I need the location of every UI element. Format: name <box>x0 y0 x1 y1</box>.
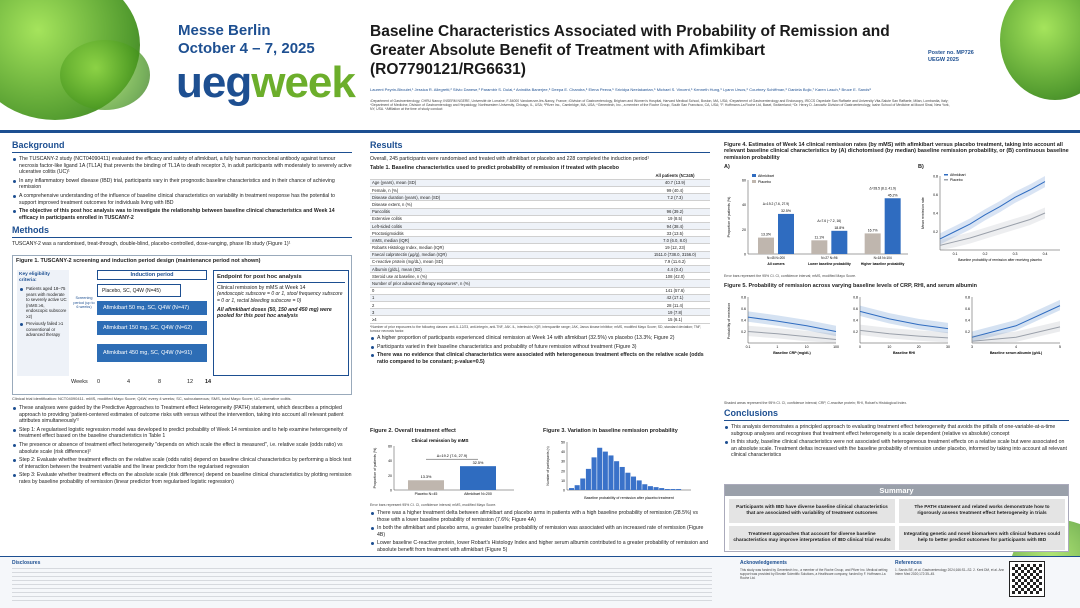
figure-2-chart <box>370 436 530 502</box>
poster-number: Poster no. MP726 UEGW 2025 <box>928 50 974 63</box>
table-row <box>370 316 710 323</box>
divider <box>724 420 1069 421</box>
eligibility-box <box>17 270 69 376</box>
background-bullet: The objective of this post hoc analysis was to investigate the relationship between baseline clinical characteristics and Week 14 efficacy in participants enrolled in TUSCANY-2 <box>12 208 352 221</box>
table-cell: 0 <box>370 287 640 294</box>
acknowledgements-heading: Acknowledgements <box>740 560 787 566</box>
x-tick-label: 100 <box>833 345 839 349</box>
figure-2-title: Figure 2. Overall treatment effect <box>370 428 456 434</box>
table-row <box>370 266 710 273</box>
table-cell: 42 (17.1) <box>640 294 710 301</box>
table-row <box>370 301 710 308</box>
table-cell: Pancolitis <box>370 208 640 215</box>
legend-label: Placebo <box>758 180 771 184</box>
data-label: 32.5% <box>472 461 484 466</box>
histogram-bar <box>614 461 619 490</box>
histogram-bar <box>569 488 574 490</box>
x-tick-label: 0.1 <box>952 252 958 256</box>
bar <box>778 214 794 254</box>
methods-intro: TUSCANY-2 was a randomised, treat-through, double-blind, placebo-controlled, dose-ranging, phase IIb study (Figure 1)¹ <box>12 241 291 248</box>
legend-swatch <box>944 179 948 181</box>
y-tick-label: 20 <box>742 227 746 232</box>
affiliations: ¹Department of Gastroenterology, CHRU Nancy; INSERM NGERE, Université de Lorraine, F-54000 Vandoeuvre-lès-Nancy, France; ²Division of Gastroenterology, Brigham and Women's Hospital, Harvard Medical School, Boston, MA, USA; ³Department of Gastroenterology and Endoscopy, IRCCS Ospedale San Raffaele and University Vita-Salute San Raffaele, Milan, Lombardia, Italy; ⁴Department of Medicine, Division of Gastroenterology and Hepatology, Northwestern University, Chicago, IL, USA; ⁵Pfizer Inc., Cambridge, MA, USA; ⁶Genentech, Inc., a member of the Roche Group, South San Francisco, CA, USA; ⁷F. Hoffmann-La Roche Ltd, Basel, Switzerland; ⁸Dr. Henry D. Janowitz Division of Gastroenterology, Icahn School of Medicine at Mount Sinai, New York, NY, USA. *Affiliation at the time of study conduct <box>370 99 950 111</box>
summary-item: Treatment approaches that account for diverse baseline characteristics may improve interpretation of IBD clinical trial results <box>729 526 895 550</box>
table-row <box>370 244 710 251</box>
conference-city: Messe Berlin <box>178 22 271 39</box>
x-axis-label: Baseline probability of remission after receiving placebo <box>958 258 1042 262</box>
conclusion-bullet: This analysis demonstrates a principled approach to evaluating treatment effect heterogeneity that avoids the pitfalls of one-variable-at-a-time subgroup analyses and recognises that treatment effect heterogeneity is a scale dependent (relative vs absolute) concept <box>724 424 1069 437</box>
table-row <box>370 280 710 287</box>
bar <box>885 198 901 254</box>
disclosures-heading: Disclosures <box>12 560 41 566</box>
summary-title: Summary <box>725 485 1068 496</box>
y-tick-label: 10 <box>561 478 565 483</box>
results-bullet: Participants varied in their baseline characteristics and probability of future remission without treatment (Figure 3) <box>370 344 710 351</box>
figure-4b-chart <box>918 170 1068 274</box>
y-axis-label: Proportion of patients (%) <box>373 447 377 489</box>
results-bullet: There was a higher treatment delta between afimkibart and placebo arms in patients with a high baseline probability of remission (28.5%) vs those with a lower baseline probability of remission (7.6%; Figure 4A) <box>370 510 710 523</box>
x-axis-label: Baseline serum albumin (g/dL) <box>989 351 1043 355</box>
eligibility-title: Key eligibility criteria: <box>19 272 50 283</box>
week-tick: 8 <box>158 379 162 385</box>
table-cell: Disease duration (years), mean (SD) <box>370 194 640 201</box>
table-row <box>370 208 710 215</box>
y-tick-label: 0.4 <box>933 211 938 216</box>
histogram-bar <box>620 467 625 490</box>
x-tick-label: All comers <box>767 262 785 266</box>
y-tick-label: 0.8 <box>965 295 970 300</box>
eligibility-item: Previously failed ≥1 conventional or advanced therapy <box>19 321 67 338</box>
results-section <box>370 140 710 367</box>
table-row <box>370 294 710 301</box>
figure-4-title: Figure 4. Estimates of Week 14 clinical remission rates (by mMS) with afimkibart versus placebo treatment, taking into account all relevant baseline clinical characteristics by (A) dichotomised (by median) baseline remission probability, or (B) continuous baseline remission probability <box>724 142 1069 161</box>
y-tick-label: 0.8 <box>933 174 938 179</box>
results-bullets-2 <box>370 510 710 556</box>
data-label: 18.8% <box>834 225 845 230</box>
figure-5-title: Figure 5. Probability of remission across varying baseline levels of CRP, RHI, and serum albumin <box>724 283 977 289</box>
table-1-title: Table 1. Baseline characteristics used to predict probability of remission if treated with placebo <box>370 164 619 171</box>
histogram-bar <box>580 478 585 490</box>
week-tick: 14 <box>205 379 212 385</box>
legend-swatch <box>944 174 948 176</box>
results-bullet: There was no evidence that clinical characteristics were associated with heterogeneous treatment effects on the relative scale (odds ratio compared to be constant; p-value=0.5) <box>370 352 710 365</box>
y-tick-label: 0.8 <box>853 295 858 300</box>
y-tick-label: 50 <box>561 440 565 445</box>
results-bullet: In both the afimkibart and placebo arms, a greater baseline probability of remission was associated with an increased rate of remission (Figure 4B) <box>370 525 710 538</box>
divider <box>370 152 710 153</box>
y-tick-label: 0.2 <box>741 330 746 334</box>
figure-4-panel-b: B) <box>918 164 924 170</box>
table-cell: C-reactive protein (mg/dL), mean (SD) <box>370 258 640 265</box>
legend-swatch <box>752 174 756 177</box>
y-tick-label: 20 <box>388 473 392 478</box>
histogram-bar <box>603 452 608 490</box>
histogram-bar <box>670 489 675 490</box>
arm-50mg: Afimkibart 50 mg, SC, Q4W (N=47) <box>97 301 207 315</box>
table-cell: 40.7 (13.9) <box>640 179 710 186</box>
table-cell: Extensive colitis <box>370 215 640 222</box>
histogram-bar <box>592 457 597 490</box>
results-intro: Overall, 245 participants were randomised and treated with afimkibart or placebo and 228 completed the induction period¹ <box>370 156 650 162</box>
histogram-bar <box>586 469 591 490</box>
y-tick-label: 0.2 <box>853 330 858 334</box>
table-row <box>370 251 710 258</box>
histogram-bar <box>631 477 636 490</box>
disclosures-text <box>12 568 712 602</box>
methods-bullet: The presence or absence of treatment effect heterogeneity "depends on which scale the effect is measured", i.e. relative scale (odds ratio) vs absolute scale (risk difference)² <box>12 442 352 455</box>
figure-3-chart <box>543 436 703 502</box>
histogram-bar <box>648 486 653 490</box>
table-cell: 28 (11.4) <box>640 301 710 308</box>
methods-bullet: Step 3: Evaluate whether treatment effects on the absolute scale (risk difference) depend on baseline clinical characteristics by plotting remission rates by baseline probability of remission (linear predictor from regularised logistic regression) <box>12 472 352 485</box>
x-tick-label: 10 <box>804 345 809 349</box>
table-row <box>370 186 710 193</box>
x-tick-label: 0.3 <box>1012 252 1018 256</box>
x-tick-label: Afimkibart N=200 <box>464 492 492 496</box>
y-tick-label: 0.2 <box>933 230 938 234</box>
table-1 <box>370 173 710 324</box>
table-cell: 19 (8.5) <box>640 215 710 222</box>
table-cell: Steroid use at baseline, n (%) <box>370 273 640 280</box>
data-label: 16.7% <box>867 228 878 233</box>
x-tick-label: 5 <box>1059 345 1061 349</box>
ueg-week-logo: uegweek <box>176 58 355 107</box>
figure-4a-chart <box>724 170 914 274</box>
week-tick: 12 <box>187 379 194 385</box>
y-tick-label: 40 <box>561 450 565 455</box>
table-row <box>370 230 710 237</box>
arm-placebo: Placebo, SC, Q4W (N=45) <box>97 284 181 297</box>
summary-item: The PATH statement and related works demonstrate how to rigorously assess treatment effect heterogeneity in trials <box>899 499 1065 523</box>
y-tick-label: 40 <box>388 459 392 464</box>
x-n-label: N=45 N=200 <box>766 256 786 260</box>
x-tick-label: 0.1 <box>745 345 751 349</box>
table-cell: Female, n (%) <box>370 186 640 193</box>
x-tick-label: 0 <box>859 345 861 349</box>
table-cell: Albumin (g/dL), mean (SD) <box>370 266 640 273</box>
y-tick-label: 0.4 <box>965 318 970 323</box>
legend-label: Afimkibart <box>758 174 774 178</box>
figure-1 <box>12 255 352 395</box>
bar <box>460 466 496 490</box>
divider <box>12 152 352 153</box>
table-row <box>370 258 710 265</box>
chart-title: Clinical remission by mMS <box>411 438 469 443</box>
table-row <box>370 194 710 201</box>
endpoint-title: Endpoint for post hoc analysis <box>217 274 302 280</box>
x-axis-label: Baseline CRP (mg/dL) <box>773 351 811 355</box>
bar <box>831 231 847 254</box>
data-label: 45.2% <box>887 193 898 198</box>
table-cell: 19 (7.8) <box>640 309 710 316</box>
table-row <box>370 237 710 244</box>
figure-4-footnote: Error bars represent the 95% CI. CI, confidence interval; mMS, modified Mayo Score. <box>724 274 857 278</box>
bar <box>865 233 881 254</box>
y-tick-label: 0.6 <box>741 307 746 311</box>
table-cell: 96 (39.2) <box>640 208 710 215</box>
x-axis-label: Baseline probability of remission after placebo treatment <box>584 496 674 500</box>
table-cell: 15 (6.1) <box>640 316 710 323</box>
table-cell: Proctosigmoiditis <box>370 230 640 237</box>
table-cell: 7.2 (7.3) <box>640 194 710 201</box>
bar <box>758 238 774 254</box>
endpoint-text: Clinical remission by mMS at Week 14 <box>217 284 306 291</box>
table-row <box>370 273 710 280</box>
y-axis-label: Mean remission rate <box>921 197 925 229</box>
table-header-cell: All patients (N=245) <box>640 173 710 180</box>
annotation: Δ=28.5 (8.3, 41.9) <box>869 186 896 191</box>
figure-1-footnote: Clinical trial identification: NCT04090411. mMS, modified Mayo Score; Q4W, every 4 weeks; SC, subcutaneous; SMS, total Mayo Score; UC, ulcerative colitis. <box>12 396 292 401</box>
references-text: 1. Sands BE, et al. Gastroenterology 2024;166:S1–S2. 2. Kent DM, et al. Ann Intern Med 2020;172:35–45. <box>895 568 1005 576</box>
endpoint-note: All afimkibart doses (50, 150 and 450 mg) were pooled for this post hoc analysis <box>217 306 332 320</box>
table-cell: 141 (57.6) <box>640 287 710 294</box>
table-cell: 7.0 (6.0, 8.0) <box>640 237 710 244</box>
legend-swatch <box>752 180 756 183</box>
table-cell: 2 <box>370 301 640 308</box>
table-cell: 1 <box>370 294 640 301</box>
y-tick-label: 0 <box>563 488 565 493</box>
summary-item: Participants with IBD have diverse baseline clinical characteristics that are associated with variability of treatment outcomes <box>729 499 895 523</box>
references-heading: References <box>895 560 922 566</box>
arm-150mg: Afimkibart 150 mg, SC, Q4W (N=62) <box>97 321 207 335</box>
y-tick-label: 60 <box>388 444 392 449</box>
y-tick-label: 0.6 <box>965 307 970 311</box>
y-tick-label: 20 <box>561 469 565 474</box>
y-tick-label: 0.4 <box>853 318 858 323</box>
legend-label: Afimkibart <box>950 173 966 177</box>
endpoint-definition: (endoscopic subscore = 0 or 1, stool frequency subscore = 0 or 1, rectal bleeding subscore = 0) <box>217 291 343 304</box>
weeks-axis-label: Weeks <box>71 379 88 385</box>
background-bullet: A comprehensive understanding of the influence of baseline clinical characteristics on variability in treatment response has the potential to support improved treatment outcomes for individuals living with IBD <box>12 193 352 206</box>
conference-dates: October 4 – 7, 2025 <box>178 40 315 57</box>
results-bullet: A higher proportion of participants experienced clinical remission at Week 14 with afimkibart (32.5%) vs placebo (13.3%; Figure 2) <box>370 335 710 342</box>
histogram-bar <box>654 487 659 490</box>
y-axis-label: Number of participants (n) <box>546 446 550 486</box>
conclusions-heading: Conclusions <box>724 408 779 418</box>
results-heading: Results <box>370 140 403 150</box>
figure-1-title: Figure 1. TUSCANY-2 screening and induction period design (maintenance period not shown) <box>16 258 261 264</box>
x-tick-label: 0.4 <box>1042 252 1048 256</box>
histogram-bar <box>676 489 681 490</box>
table-cell: 3 <box>370 309 640 316</box>
annotation: Δ=19.2 (7.6, 27.9) <box>436 454 468 458</box>
histogram-bar <box>608 455 613 490</box>
x-tick-label: Placebo N=45 <box>414 492 438 496</box>
qr-code[interactable] <box>1010 562 1044 596</box>
histogram-bar <box>659 488 664 490</box>
table-cell: 33 (13.5) <box>640 230 710 237</box>
induction-period-label: Induction period <box>97 270 207 280</box>
arm-450mg: Afimkibart 450 mg, SC, Q4W (N=91) <box>97 344 207 362</box>
poster-title: Baseline Characteristics Associated with Probability of Remission and Greater Absolute Benefit of Treatment with Afimkibart (RO7790121/RG6631) <box>370 23 890 78</box>
acknowledgements-text: This study was funded by Genentech Inc., a member of the Roche Group, and Pfizer Inc. Medical writing support was provided by Elevate Scientific Solutions, a Healthcare company, funded by F. Hoffmann-La Roche Ltd. <box>740 568 888 580</box>
y-tick-label: 0 <box>744 252 746 257</box>
y-tick-label: 0.4 <box>741 318 746 323</box>
background-bullet: The TUSCANY-2 study (NCT04090411) evaluated the efficacy and safety of afimkibart, a fully human monoclonal antibody against tumour necrosis factor-like ligand 1A (TL1A) that prevents the binding of TL1A to death receptor 3, in adult participants with moderately to severely active ulcerative colitis (UC)¹ <box>12 156 352 176</box>
y-tick-label: 30 <box>561 459 565 464</box>
table-cell: 99 (40.4) <box>640 186 710 193</box>
x-tick-label: Higher baseline probability <box>860 262 905 266</box>
endpoint-box <box>213 270 349 376</box>
histogram-bar <box>665 489 670 490</box>
table-row <box>370 179 710 186</box>
y-axis-label: Proportion of patients (%) <box>727 196 731 238</box>
methods-steps <box>12 405 352 488</box>
x-tick-label: 30 <box>946 345 950 349</box>
figures-footnote: Error bars represent 95% CI. CI, confidence interval; mMS, modified Mayo Score. <box>370 503 497 507</box>
x-tick-label: 3 <box>971 345 973 349</box>
table-cell: Disease extent, n (%) <box>370 201 640 208</box>
figure-3-title: Figure 3. Variation in baseline remission probability <box>543 428 678 434</box>
x-tick-label: 4 <box>1015 345 1017 349</box>
table-cell <box>640 280 710 287</box>
bar <box>408 480 444 490</box>
data-label: 32.5% <box>781 208 791 213</box>
summary-box <box>724 484 1069 552</box>
methods-bullet: These analyses were guided by the Predictive Approaches to Treatment effect Heterogeneity (PATH) statement, which describes a principled approach to providing 'patient-centered estimates of outcome risks with versus without the intervention, taking into account all relevant patient attributes simultaneously'² <box>12 405 352 425</box>
table-cell: 108 (42.0) <box>640 273 710 280</box>
table-cell: 19 (12, 23) <box>640 244 710 251</box>
table-cell: Robarts Histology Index, median (IQR) <box>370 244 640 251</box>
screening-period: Screening period (up to 6 weeks) <box>73 296 95 310</box>
y-tick-label: 0 <box>390 488 392 493</box>
table-cell: 94 (38.4) <box>640 222 710 229</box>
methods-bullet: Step 2: Evaluate whether treatment effects on the relative scale (odds ratio) depend on baseline clinical characteristics by performing a block test of interaction between the treatment variable and the linear predictor from the regularised regression <box>12 457 352 470</box>
eligibility-item: Patients aged 18–75 years with moderate to severely active UC (mMS ≥6, endoscopic subscore ≥2) <box>19 286 67 319</box>
y-tick-label: 0.6 <box>933 193 938 197</box>
annotation: Δ=7.6 (−7.2, 16) <box>817 218 842 223</box>
table-cell: mMS, median (IQR) <box>370 237 640 244</box>
conclusion-bullet: In this study, baseline clinical characteristics were not associated with heterogeneous treatment effects on a relative scale but were associated on an absolute scale. Treatment deltas increased with the baseline probability of remission under placebo, informed by taking into account all relevant clinical characteristics <box>724 439 1069 459</box>
x-tick-label: 0.2 <box>982 252 988 256</box>
table-1-footnote: *Number of prior exposures to the following classes: anti-IL-12/23, anti-integrin, anti-TNF, JAK. IL, interleukin; IQR, interquartile range; JAK, Janus kinase inhibitor; mMS, modified Mayo Score; SD, standard deviation; TNF, tumour necrosis factor. <box>370 324 702 333</box>
bar <box>811 240 827 254</box>
x-n-label: N=27 N=96 <box>821 256 838 260</box>
table-cell: Faecal calprotectin (µg/g), median (IQR) <box>370 251 640 258</box>
table-cell: 4.4 (0.4) <box>640 266 710 273</box>
methods-bullet: Step 1: A regularised logistic regression model was developed to predict probability of Week 14 remission and to help examine heterogeneity of treatment effect based on the baseline characteristics in Table 1 <box>12 427 352 440</box>
results-bullet: Lower baseline C-reactive protein, lower Robart's Histology Index and higher serum albumin contributed to a greater probability of remission and absolute benefit from treatment with afimkibart (Figure 5) <box>370 540 710 553</box>
y-tick-label: 0.8 <box>741 295 746 300</box>
background-bullet: In any inflammatory bowel disease (IBD) trial, participants vary in their prognostic baseline characteristics and in their chance of achieving remission <box>12 178 352 191</box>
divider <box>12 237 352 238</box>
figure-5-chart <box>724 291 1069 355</box>
histogram-bar <box>597 448 602 490</box>
week-tick: 0 <box>97 379 101 385</box>
table-row <box>370 215 710 222</box>
divider <box>217 282 345 283</box>
table-cell: 1511.0 (738.0, 3156.0) <box>640 251 710 258</box>
x-tick-label: Lower baseline probability <box>807 262 851 266</box>
figure-5-footnote: Shaded areas represent the 95% CI. CI, confidence interval; CRP, C-reactive protein; RHI, Robart's Histological Index. <box>724 401 908 405</box>
table-cell: 7.9 (11.6.2) <box>640 258 710 265</box>
y-tick-label: 60 <box>742 178 746 183</box>
x-tick-label: 20 <box>916 345 921 349</box>
table-row <box>370 287 710 294</box>
x-tick-label: 10 <box>887 345 892 349</box>
histogram-bar <box>575 485 580 490</box>
table-cell <box>640 201 710 208</box>
figure-4-panel-a: A) <box>724 164 730 170</box>
data-label: 13.3% <box>761 232 771 237</box>
data-label: 11.1% <box>814 235 825 240</box>
week-tick: 4 <box>127 379 131 385</box>
y-tick-label: 0.2 <box>965 330 970 334</box>
background-heading: Background <box>12 140 65 150</box>
table-row <box>370 201 710 208</box>
table-cell: Number of prior advanced therapy exposures*, n (%) <box>370 280 640 287</box>
table-row <box>370 222 710 229</box>
methods-heading: Methods <box>12 225 49 236</box>
leaf-decoration <box>60 40 150 110</box>
x-n-label: N=18 N=104 <box>873 256 892 260</box>
table-cell: Age (years), mean (SD) <box>370 179 640 186</box>
x-axis-label: Baseline RHI <box>893 351 915 355</box>
x-tick-label: 1 <box>776 345 779 349</box>
background-section <box>12 140 352 248</box>
legend-label: Placebo <box>950 178 963 182</box>
data-label: 13.3% <box>420 475 432 480</box>
y-tick-label: 0.6 <box>853 307 858 311</box>
y-axis-label: Probability of remission <box>727 302 731 340</box>
table-cell: ≥4 <box>370 316 640 323</box>
y-tick-label: 40 <box>742 203 746 208</box>
table-header-cell <box>370 173 640 180</box>
histogram-bar <box>625 473 630 490</box>
histogram-bar <box>637 480 642 490</box>
summary-item: Integrating genetic and novel biomarkers with clinical features could help to better predict outcomes for participants with IBD <box>899 526 1065 550</box>
table-cell: Left-sided colitis <box>370 222 640 229</box>
author-list: Laurent Peyrin-Biroulet,¹ Jessica R. Allegretti,² Silvio Danese,³ Parambir S. Dulai,⁴ Anindita Banerjee,⁵ Deepa E. Chandra,⁵ Elena Peeva,⁵ Srividya Neelakantan,⁵ Michael S. Vincent,⁵ Kenneth Hung,⁶ Lyann Ursos,⁶ Courtney Schiffman,⁶ Daniela Bojic,⁷ Karen Lasch,⁶ Bruce E. Sands⁸ <box>370 87 872 92</box>
table-row <box>370 309 710 316</box>
annotation: Δ=19.2 (7.6, 27.9) <box>762 201 790 206</box>
conclusions-section <box>724 408 1069 461</box>
histogram-bar <box>642 484 647 490</box>
header-divider <box>0 130 1080 133</box>
